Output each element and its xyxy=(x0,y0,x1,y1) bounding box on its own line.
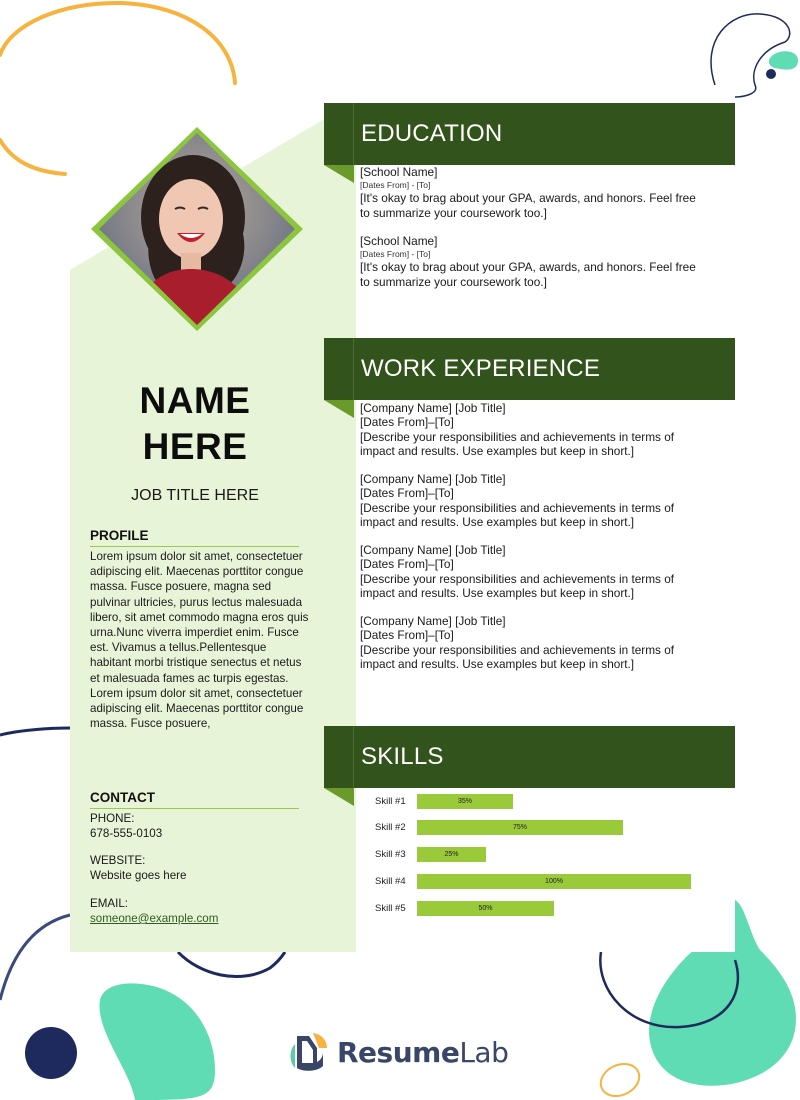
navy-squiggle-decoration xyxy=(711,14,790,97)
school-dates: [Dates From] - [To] xyxy=(360,180,431,190)
work-desc-line-1: [Describe your responsibilities and achievements in terms of xyxy=(360,429,675,444)
logo-text-lab: Lab xyxy=(459,1035,509,1069)
profile-heading: PROFILE xyxy=(90,528,299,547)
work-dates: [Dates From]–[To] xyxy=(360,557,454,572)
mint-blob-bottom-left-decoration xyxy=(100,983,215,1100)
header-tab xyxy=(324,103,354,165)
education-title: EDUCATION xyxy=(361,120,503,147)
skill-label: Skill #2 xyxy=(375,822,406,833)
skill-bar: 35% xyxy=(417,794,513,809)
skill-label: Skill #4 xyxy=(375,876,406,887)
phone-value: 678-555-0103 xyxy=(90,827,163,840)
education-entry xyxy=(360,166,730,220)
company-job-title: [Company Name] [Job Title] xyxy=(360,543,506,557)
company-job-title: [Company Name] [Job Title] xyxy=(360,614,506,628)
work-dates: [Dates From]–[To] xyxy=(360,628,454,643)
ribbon-fold-icon xyxy=(324,165,354,183)
header-tab xyxy=(324,726,354,788)
work-dates: [Dates From]–[To] xyxy=(360,415,454,430)
skills-header xyxy=(324,726,735,788)
skill-bar: 50% xyxy=(417,901,554,916)
work-entry xyxy=(360,614,730,671)
name-line-1: NAME xyxy=(139,380,251,421)
navy-line-left-decoration xyxy=(0,728,70,735)
phone-label: PHONE: xyxy=(90,812,135,825)
work-desc-line-1: [Describe your responsibilities and achievements in terms of xyxy=(360,642,675,657)
email-link[interactable]: someone@example.com xyxy=(90,912,219,925)
skill-bar: 75% xyxy=(417,820,623,835)
school-desc-line-2: to summarize your coursework too.] xyxy=(360,205,547,220)
navy-dot-top-decoration xyxy=(766,69,776,79)
education-entry xyxy=(360,235,730,289)
header-tab xyxy=(324,338,354,400)
job-title: JOB TITLE HERE xyxy=(131,487,259,504)
school-name: [School Name] xyxy=(360,234,438,248)
resumelab-logo-icon xyxy=(287,1030,329,1074)
work-entry xyxy=(360,472,730,529)
company-job-title: [Company Name] [Job Title] xyxy=(360,472,506,486)
work-desc-line-2: impact and results. Use examples but keep in short.] xyxy=(360,514,635,529)
skills-title: SKILLS xyxy=(361,743,444,770)
work-desc-line-1: [Describe your responsibilities and achievements in terms of xyxy=(360,571,675,586)
work-experience-title: WORK EXPERIENCE xyxy=(361,355,601,382)
school-dates: [Dates From] - [To] xyxy=(360,249,431,259)
navy-arc-bottom-right-decoration xyxy=(600,952,738,1027)
skill-label: Skill #5 xyxy=(375,903,406,914)
resumelab-logo[interactable] xyxy=(287,1030,508,1074)
work-entry xyxy=(360,401,730,458)
school-desc-line-2: to summarize your coursework too.] xyxy=(360,274,547,289)
logo-text-resume: Resume xyxy=(337,1035,460,1069)
contact-email xyxy=(90,896,218,926)
orange-ring-bottom-right-decoration xyxy=(596,1058,645,1100)
ribbon-fold-icon xyxy=(324,788,354,806)
logo-text xyxy=(337,1036,508,1069)
website-label: WEBSITE: xyxy=(90,854,146,867)
profile-photo[interactable] xyxy=(91,127,303,331)
work-desc-line-2: impact and results. Use examples but keep in short.] xyxy=(360,585,635,600)
contact-phone xyxy=(90,811,162,841)
company-job-title: [Company Name] [Job Title] xyxy=(360,401,506,415)
school-desc-line-1: [It's okay to brag about your GPA, awards, and honors. Feel free xyxy=(360,191,696,205)
work-dates: [Dates From]–[To] xyxy=(360,486,454,501)
school-desc-line-1: [It's okay to brag about your GPA, awards, and honors. Feel free xyxy=(360,260,696,274)
contact-website xyxy=(90,853,186,883)
skill-bar: 100% xyxy=(417,874,691,889)
name-line-2: HERE xyxy=(142,426,248,467)
contact-heading: CONTACT xyxy=(90,790,299,809)
education-header xyxy=(324,103,735,165)
work-desc-line-1: [Describe your responsibilities and achievements in terms of xyxy=(360,500,675,515)
work-entry xyxy=(360,543,730,600)
email-label: EMAIL: xyxy=(90,897,129,910)
navy-curve-left-decoration xyxy=(0,915,70,1000)
school-name: [School Name] xyxy=(360,165,438,179)
candidate-name xyxy=(70,378,320,470)
website-value: Website goes here xyxy=(90,869,187,882)
skill-bar: 25% xyxy=(417,847,486,862)
ribbon-fold-icon xyxy=(324,400,354,418)
profile-text: Lorem ipsum dolor sit amet, consectetuer adipiscing elit. Maecenas porttitor congue massa. Fusce posuere, magna sed pulvinar ultricies, purus lectus malesuada libero, sit amet commodo magna eros quis urna.Nunc viverra imperdiet enim. Fusce est. Vivamus a tellus.Pellentesque habitant morbi tristique senectus et netus et malesuada fames ac turpis egestas. Lorem ipsum dolor sit amet, consectetuer adipiscing elit. Maecenas porttitor congue massa. Fusce posuere, xyxy=(90,550,309,731)
navy-dot-bottom-left-decoration xyxy=(25,1027,77,1079)
skill-label: Skill #1 xyxy=(375,796,406,807)
skill-label: Skill #3 xyxy=(375,849,406,860)
work-desc-line-2: impact and results. Use examples but keep in short.] xyxy=(360,443,635,458)
mint-blob-top-decoration xyxy=(769,51,798,69)
work-desc-line-2: impact and results. Use examples but keep in short.] xyxy=(360,656,635,671)
navy-curve-bottom-decoration xyxy=(178,952,285,977)
work-experience-header xyxy=(324,338,735,400)
